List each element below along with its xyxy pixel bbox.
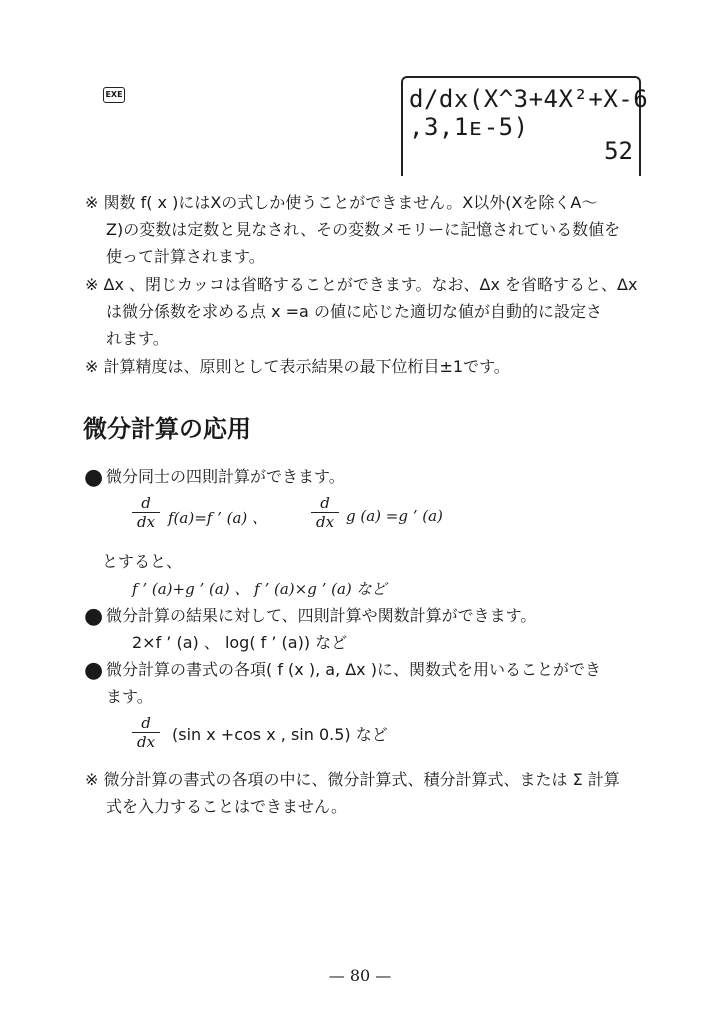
bullet-3-line-1: 微分計算の書式の各項( f (x ), a, Δx )に、関数式を用いることができ [106,660,601,679]
display-line-1: d/dx(X^3+4X²+X-6 [409,85,649,113]
page-number: — 80 — [328,966,392,985]
section-heading: 微分計算の応用 [83,415,251,443]
note-delta-line-1: ※ Δx 、閉じカッコは省略することができます。なお、Δx を省略すると、Δx [85,275,638,294]
display-line-2: ,3,1ᴇ-5) [409,113,529,141]
bullet-dot: ● [84,658,104,683]
note-function-line-2: Z)の変数は定数と見なされ、その変数メモリーに記憶されている数値を [106,220,621,239]
bullet-dot: ● [84,465,104,490]
bullet-2-text: 微分計算の結果に対して、四則計算や関数計算ができます。 [106,606,537,625]
derivative-operator-2: d dx [311,494,339,531]
calculator-display [401,76,649,176]
expression-f: f(a)=f ’ (a) 、 [168,509,268,527]
note-delta-line-3: れます。 [106,329,169,348]
bullet-2-example: 2×f ’ (a) 、 log( f ’ (a)) など [132,633,348,652]
then-text: とすると、 [102,552,183,571]
exe-key-icon: EXE [103,87,125,103]
bullet-1-text: 微分同士の四則計算ができます。 [106,467,345,486]
bullet-3-example: (sin x +cos x , sin 0.5) など [172,725,388,744]
note-delta-line-2: は微分係数を求める点 x =a の値に応じた適切な値が自動的に設定さ [106,302,602,321]
note-function-line-3: 使って計算されます。 [106,247,265,266]
bullet-3-line-2: ます。 [106,687,153,706]
derivative-operator-1: d dx [132,494,160,531]
expression-g: g (a) =g ’ (a) [346,507,443,525]
derivative-operator-3: d dx [132,714,160,751]
display-result: 52 [604,137,633,165]
note-precision: ※ 計算精度は、原則として表示結果の最下位桁目±1です。 [85,357,510,376]
note-function-line-1: ※ 関数 f( x )にはXの式しか使うことができません。X以外(Xを除くA〜 [85,193,598,212]
bullet-1-example: f ’ (a)+g ’ (a) 、 f ’ (a)×g ’ (a) など [132,580,387,598]
bullet-dot: ● [84,604,104,629]
note-nesting-line-2: 式を入力することはできません。 [106,797,347,816]
note-nesting-line-1: ※ 微分計算の書式の各項の中に、微分計算式、積分計算式、または Σ 計算 [85,770,620,789]
